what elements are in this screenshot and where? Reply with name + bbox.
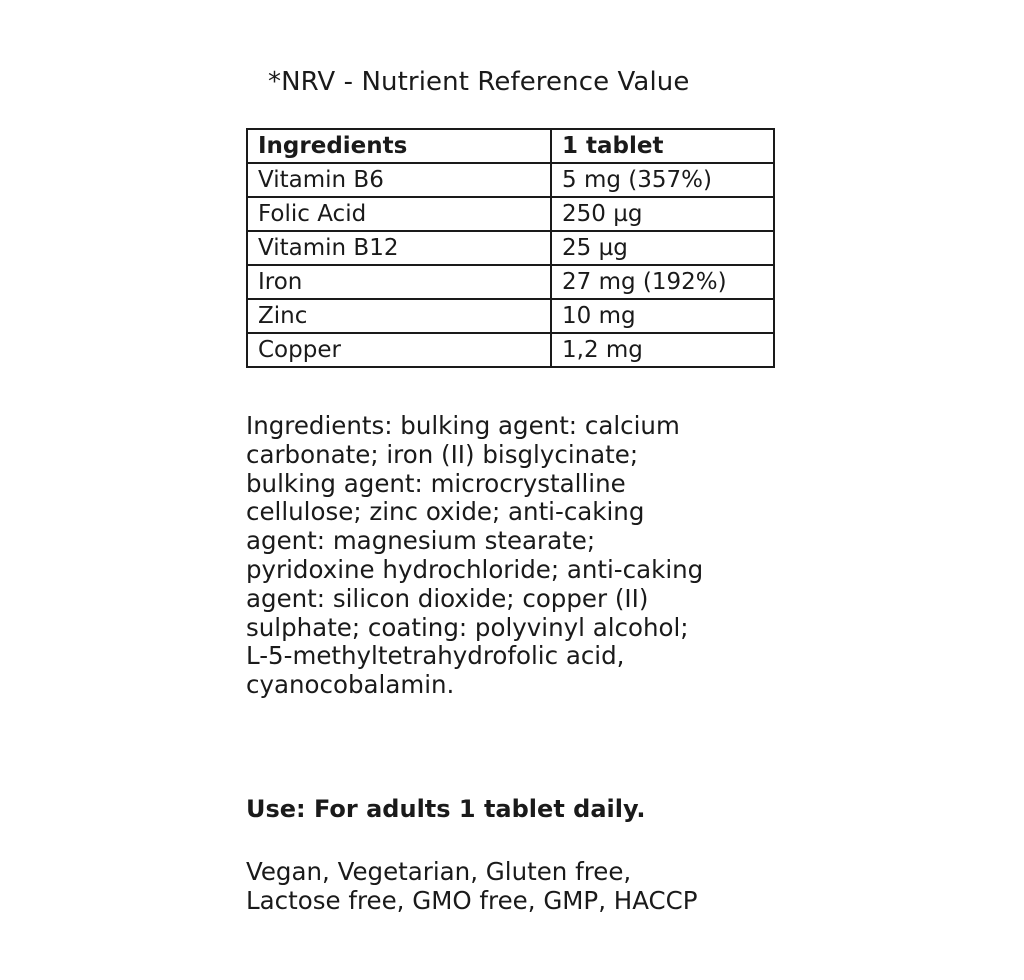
table-row (247, 333, 774, 367)
nutrition-table (246, 128, 775, 368)
ingredients-line: agent: silicon dioxide; copper (II) (246, 583, 649, 613)
usage-instructions: Use: For adults 1 tablet daily. (246, 795, 646, 823)
ingredients-line: Ingredients: bulking agent: calcium (246, 411, 680, 440)
ingredient-amount: 25 µg (551, 231, 774, 265)
ingredient-name: Vitamin B6 (247, 163, 551, 197)
ingredient-amount: 250 µg (551, 197, 774, 231)
table-row (247, 163, 774, 197)
header-per-tablet: 1 tablet (551, 129, 774, 163)
ingredients-line: L-5-methyltetrahydrofolic acid, (246, 641, 625, 671)
ingredients-line: cellulose; zinc oxide; anti-caking (246, 497, 645, 527)
ingredient-name: Zinc (247, 299, 551, 333)
table-row (247, 265, 774, 299)
ingredients-line: bulking agent: microcrystalline (246, 468, 626, 498)
ingredients-line: sulphate; coating: polyvinyl alcohol; (246, 612, 689, 642)
header-ingredients: Ingredients (247, 129, 551, 163)
ingredients-paragraph (246, 412, 786, 700)
nrv-footnote: *NRV - Nutrient Reference Value (268, 67, 690, 97)
ingredients-line: cyanocobalamin. (246, 670, 455, 700)
certifications (246, 858, 698, 915)
ingredient-name: Iron (247, 265, 551, 299)
table-row (247, 231, 774, 265)
ingredient-amount: 10 mg (551, 299, 774, 333)
ingredient-name: Copper (247, 333, 551, 367)
ingredients-line: agent: magnesium stearate; (246, 526, 596, 556)
table-header-row (247, 129, 774, 163)
ingredient-name: Vitamin B12 (247, 231, 551, 265)
ingredient-name: Folic Acid (247, 197, 551, 231)
table-row (247, 299, 774, 333)
ingredients-line: pyridoxine hydrochloride; anti-caking (246, 554, 704, 584)
ingredients-line: carbonate; iron (II) bisglycinate; (246, 439, 639, 469)
ingredient-amount: 5 mg (357%) (551, 163, 774, 197)
ingredient-amount: 1,2 mg (551, 333, 774, 367)
ingredient-amount: 27 mg (192%) (551, 265, 774, 299)
certifications-line: Lactose free, GMO free, GMP, HACCP (246, 885, 698, 915)
table-row (247, 197, 774, 231)
certifications-line: Vegan, Vegetarian, Gluten free, (246, 857, 632, 886)
